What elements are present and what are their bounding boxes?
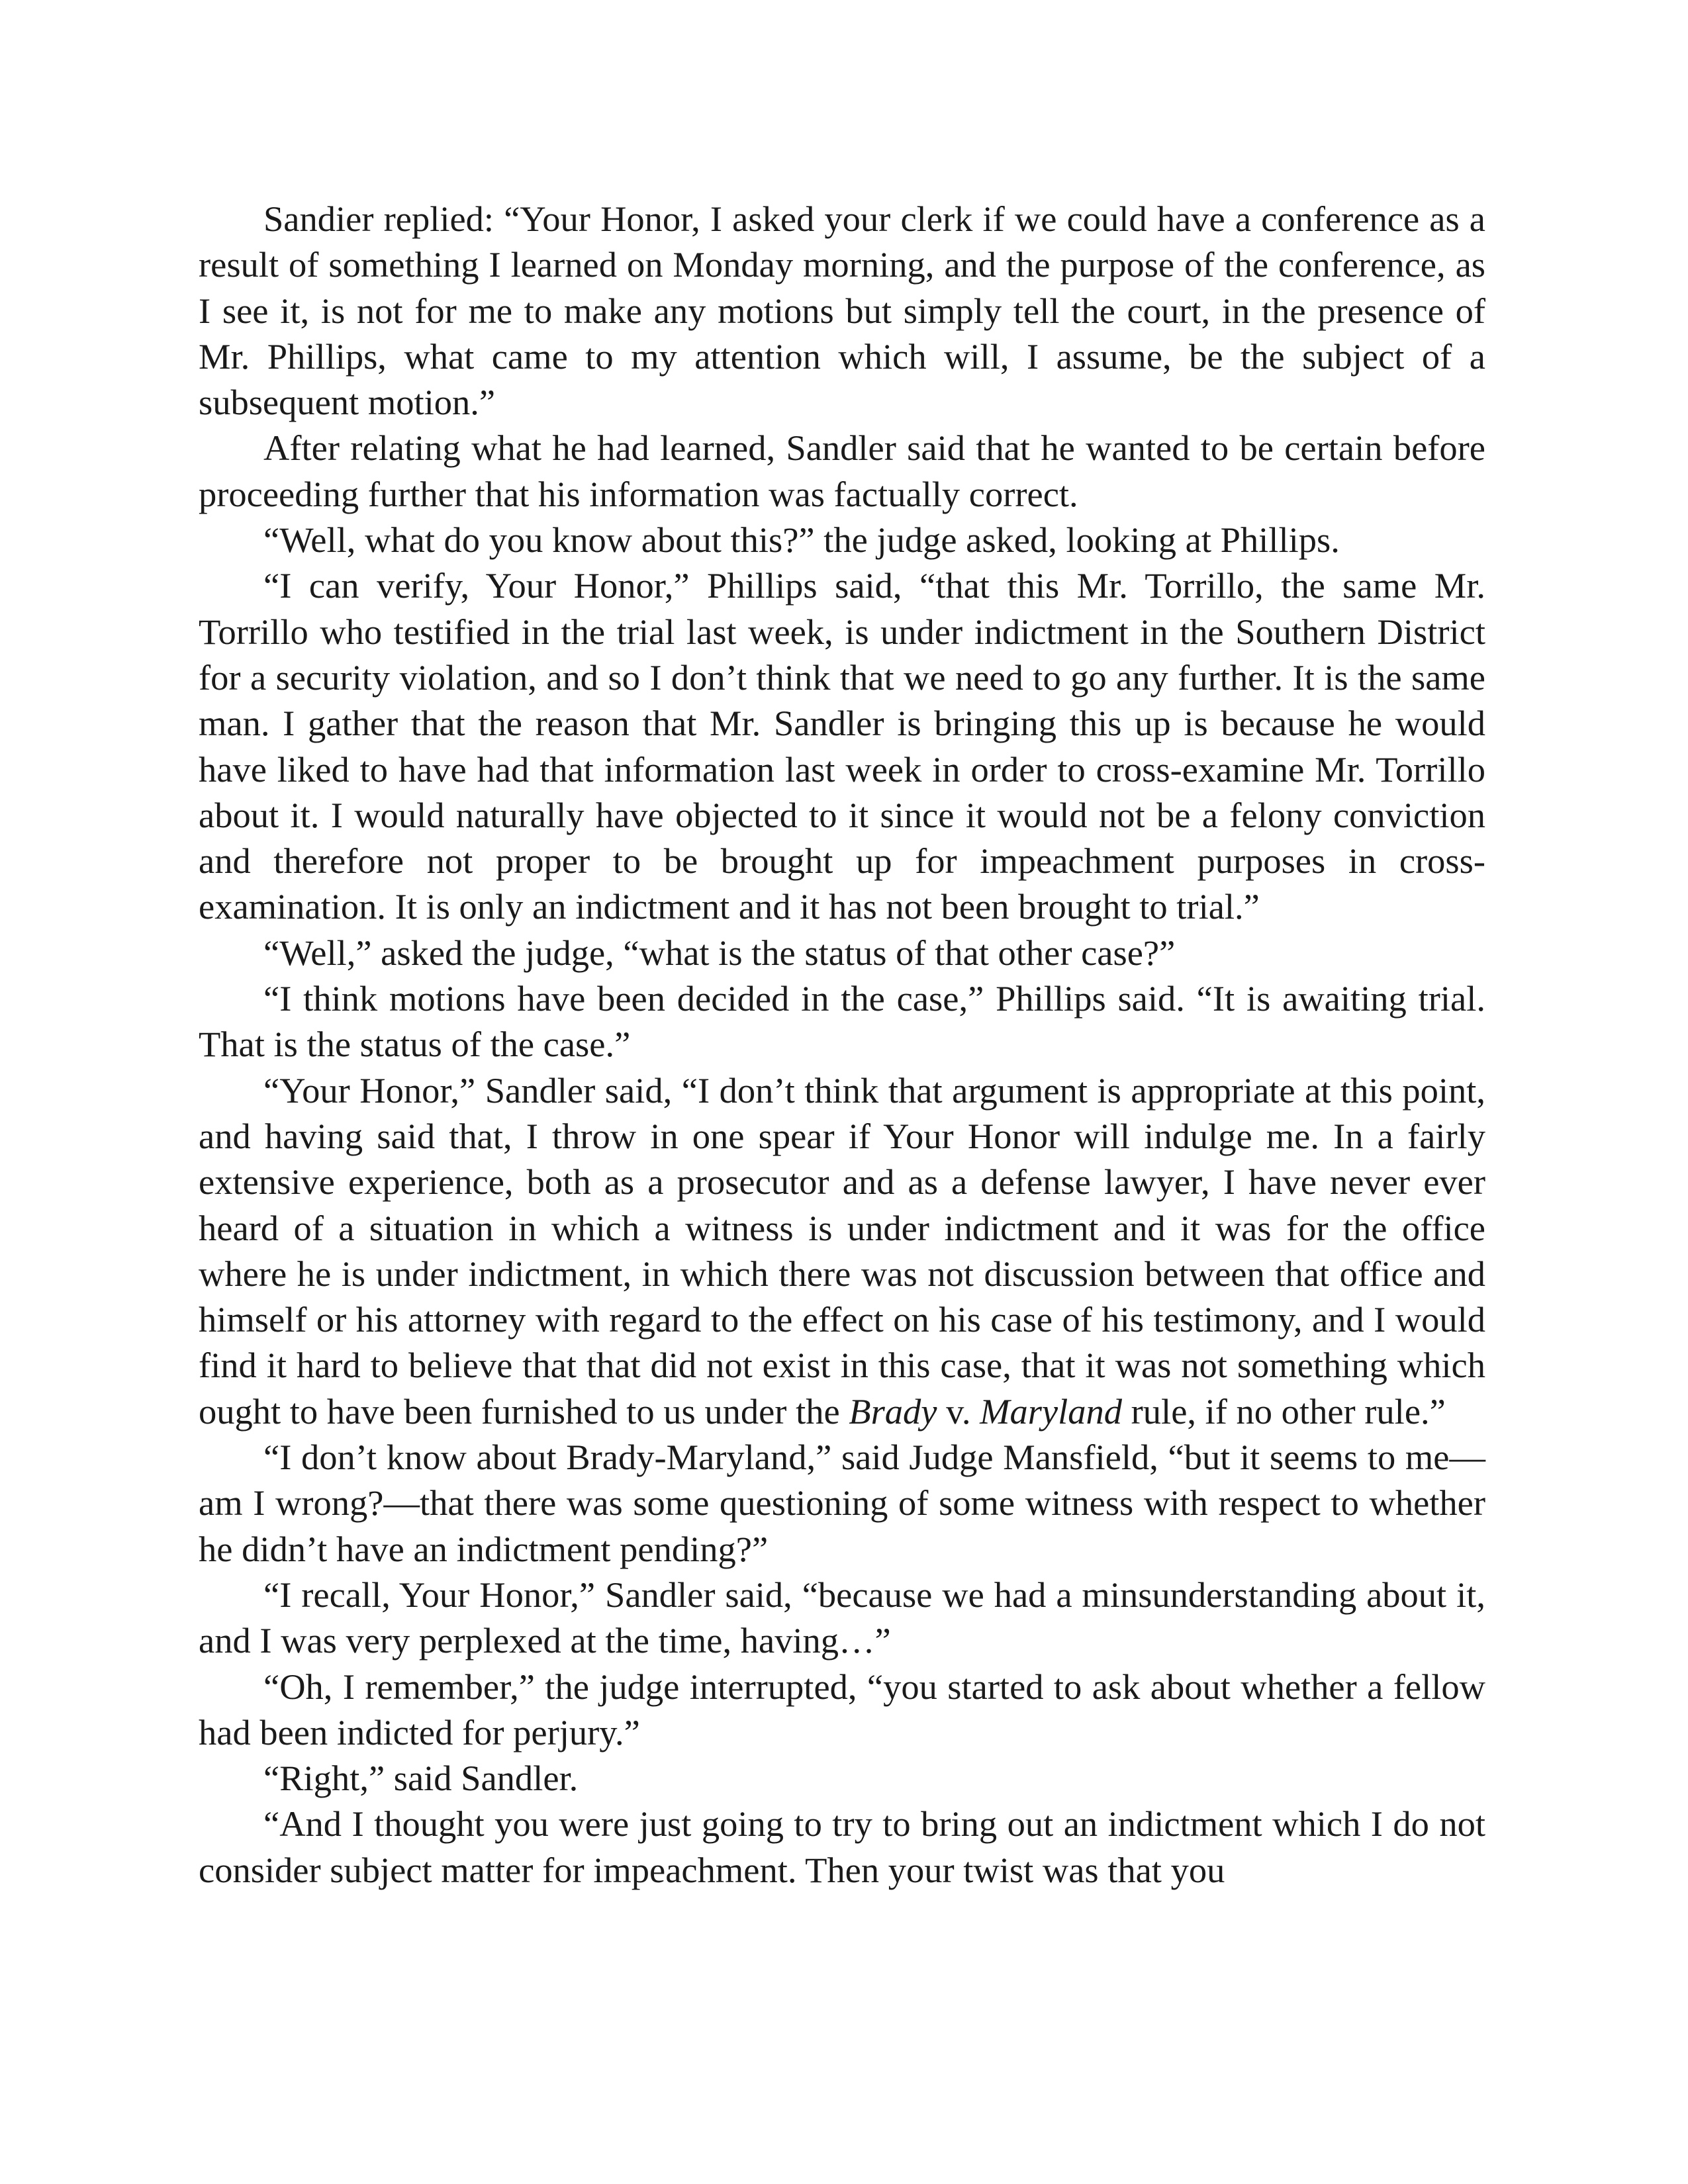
paragraph-text-before: “Your Honor,” Sandler said, “I don’t think that argument is appropriate at this point, and having said that, I throw in one spear if Your Honor will indulge me. In a fairly extensive experience, both as a prosecutor and as a defense lawyer, I have never ever heard of a situation in which a witness is under indictment and it was for the office where he is under indictment, in which there was not discussion between that office and himself or his attorney with regard to the effect on his case of his testimony, and I would find it hard to believe that that did not exist in this case, that it was not something which ought to have been furnished to us under the [199,1069,1485,1432]
document-page [199,196,1485,1893]
paragraph: Sandier replied: “Your Honor, I asked your clerk if we could have a conference as a result of something I learned on Monday morning, and the purpose of the conference, as I see it, is not for me to make any motions but simply tell the court, in the presence of Mr. Phillips, what came to my attention which will, I assume, be the subject of a subsequent motion.” [199,199,1485,423]
case-name-italic: Maryland [980,1390,1123,1432]
paragraph: After relating what he had learned, Sandler said that he wanted to be certain before proceeding further that his information was factually correct. [199,428,1485,514]
paragraph-text-after: rule, if no other rule.” [1122,1390,1446,1432]
paragraph: “I recall, Your Honor,” Sandler said, “because we had a minsunderstanding about it, and I was very perplexed at the time, having…” [199,1574,1485,1661]
paragraph: “And I thought you were just going to try to bring out an indictment which I do not consider subject matter for impeachment. Then your twist was that you [199,1803,1485,1890]
paragraph: “Oh, I remember,” the judge interrupted, “you started to ask about whether a fellow had been indicted for perjury.” [199,1666,1485,1752]
paragraph: “Right,” said Sandler. [263,1758,579,1799]
paragraph: “Well,” asked the judge, “what is the status of that other case?” [263,932,1176,973]
paragraph-with-case-citation [199,1068,1485,1434]
paragraph: “I don’t know about Brady-Maryland,” said Judge Mansfield, “but it seems to me—am I wrong?—that there was some questioning of some witness with respect to whether he didn’t have an indictment pending?” [199,1437,1485,1569]
paragraph: “I can verify, Your Honor,” Phillips said, “that this Mr. Torrillo, the same Mr. Torrillo who testified in the trial last week, is under indictment in the Southern District for a security violation, and so I don’t think that we need to go any further. It is the same man. I gather that the reason that Mr. Sandler is bringing this up is because he would have liked to have had that information last week in order to cross-examine Mr. Torrillo about it. I would naturally have objected to it since it would not be a felony conviction and therefore not proper to be brought up for impeachment purposes in cross-examination. It is only an indictment and it has not been brought to trial.” [199,565,1485,927]
case-name-italic: Brady [849,1390,937,1432]
paragraph: “I think motions have been decided in the case,” Phillips said. “It is awaiting trial. That is the status of the case.” [199,978,1485,1065]
paragraph-text-middle: v. [937,1390,980,1432]
paragraph: “Well, what do you know about this?” the judge asked, looking at Phillips. [263,520,1340,561]
